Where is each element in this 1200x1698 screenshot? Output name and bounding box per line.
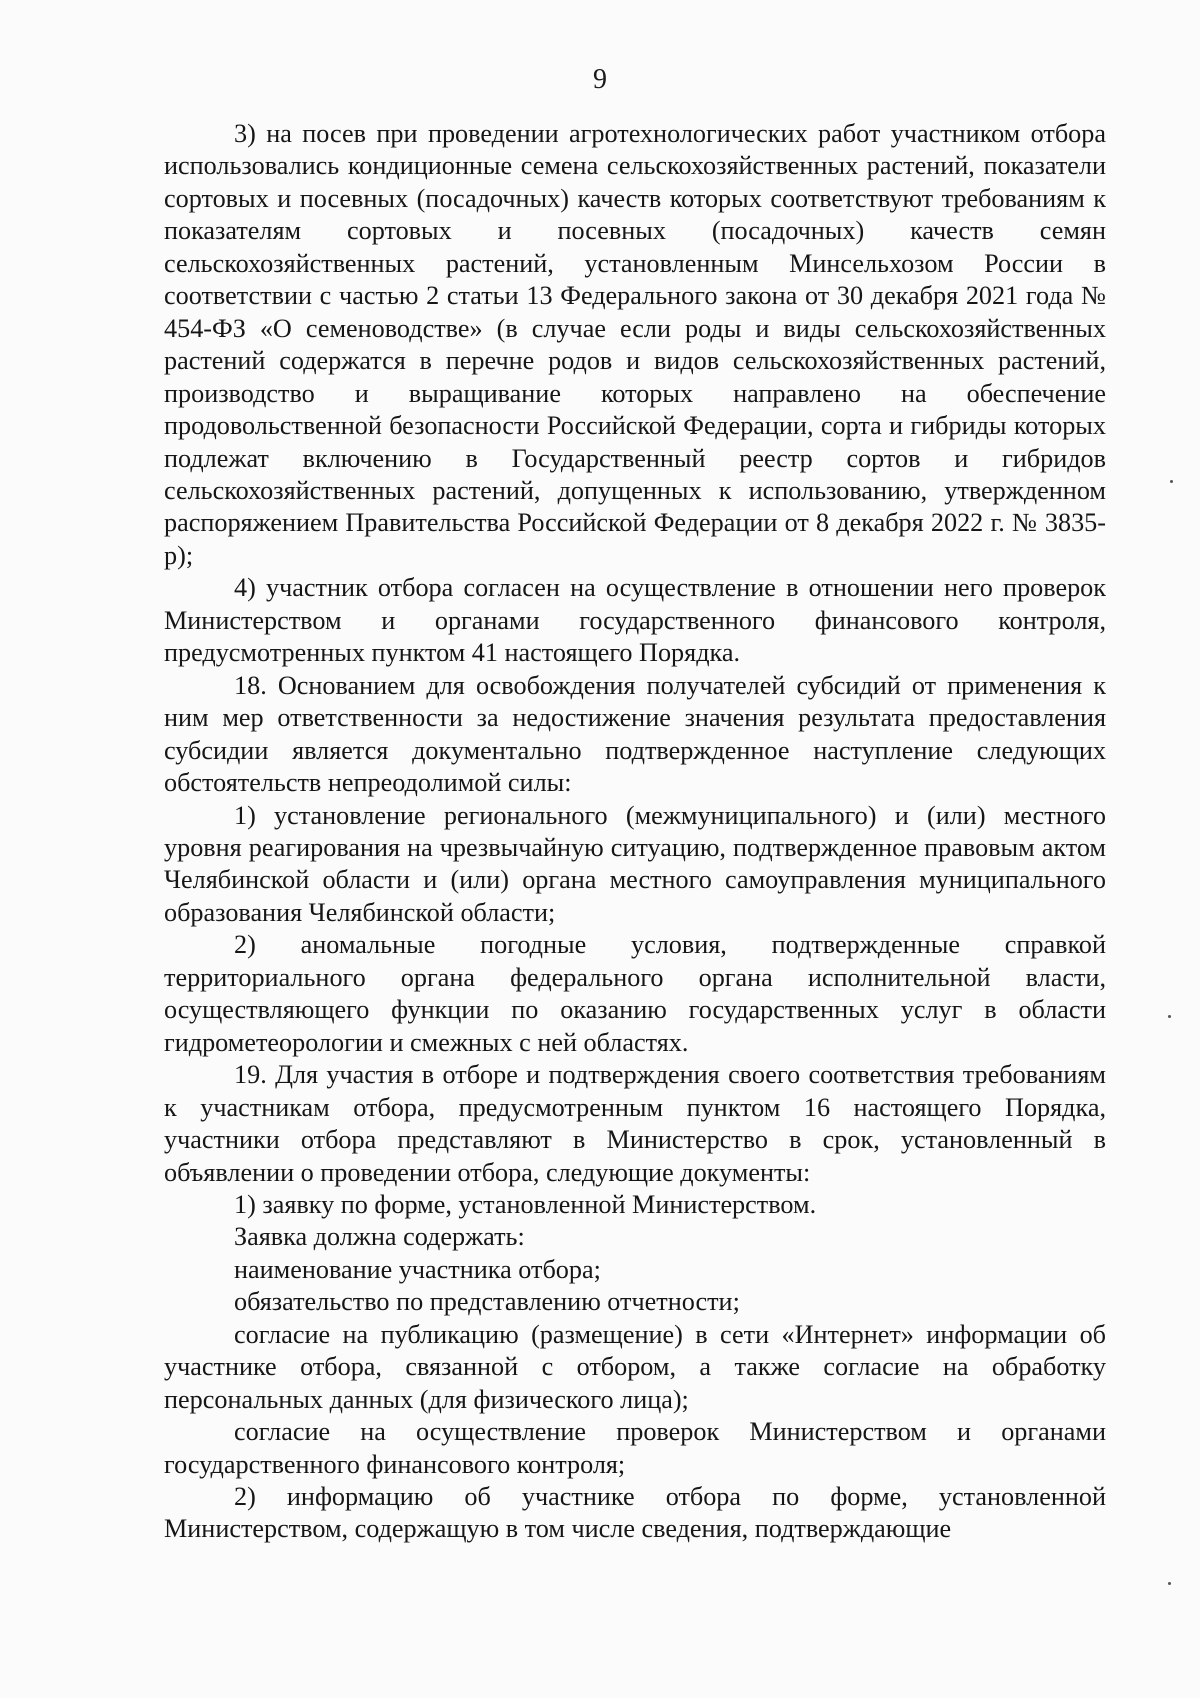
paragraph-18-item-2: 2) аномальные погодные условия, подтвержденные справкой территориального органа федерального органа исполнительной власти, осуществляющего функции по оказанию государственных услуг в области гидрометеорологии и смежных с ней областях.	[164, 930, 1106, 1057]
paragraph-clause-4: 4) участник отбора согласен на осуществление в отношении него проверок Министерством и органами государственного финансового контроля, предусмотренных пунктом 41 настоящего Порядка.	[164, 573, 1106, 668]
paragraph-19-item-1: 1) заявку по форме, установленной Министерством.	[234, 1189, 817, 1219]
paragraph-section-18: 18. Основанием для освобождения получателей субсидий от применения к ним мер ответственности за недостижение значения результата предоставления субсидии является документально подтвержденное наступление следующих обстоятельств непреодолимой силы:	[164, 670, 1106, 798]
paragraph-application-contents: Заявка должна содержать:	[234, 1222, 525, 1252]
scan-artifact-dot	[1170, 480, 1173, 483]
paragraph-clause-3: 3) на посев при проведении агротехнологических работ участником отбора использовались кондиционные семена сельскохозяйственных растений, показатели сортовых и посевных (посадочных) качеств которых соответствуют требованиям к показателям сортовых и посевных (посадочных) качеств семян сельскохозяйственных растений, установленным Минсельхозом России в соответствии с частью 2 статьи 13 Федерального закона от 30 декабря 2021 года № 454-ФЗ «О семеноводстве» (в случае если роды и виды сельскохозяйственных растений содержатся в перечне родов и видов сельскохозяйственных растений, производство и выращивание которых направлено на обеспечение продовольственной безопасности Российской Федерации, сорта и гибриды которых подлежат включению в Государственный реестр сортов и гибридов сельскохозяйственных растений, допущенных к использованию, утвержденном распоряжением Правительства Российской Федерации от 8 декабря 2022 г. № 3835-р);	[164, 119, 1106, 570]
paragraph-section-19: 19. Для участия в отборе и подтверждения своего соответствия требованиям к участникам отбора, предусмотренным пунктом 16 настоящего Порядка, участники отбора представляют в Министерство в срок, установленный в объявлении о проведении отбора, следующие документы:	[164, 1060, 1106, 1187]
paragraph-reporting-obligation: обязательство по представлению отчетности;	[234, 1287, 740, 1317]
document-body	[164, 118, 1106, 1546]
paragraph-18-item-1: 1) установление регионального (межмуниципального) и (или) местного уровня реагирования на чрезвычайную ситуацию, подтвержденное правовым актом Челябинской области и (или) органа местного самоуправления муниципального образования Челябинской области;	[164, 800, 1106, 927]
paragraph-publication-consent: согласие на публикацию (размещение) в сети «Интернет» информации об участнике отбора, связанной с отбором, а также согласие на обработку персональных данных (для физического лица);	[164, 1319, 1106, 1414]
paragraph-inspection-consent: согласие на осуществление проверок Министерством и органами государственного финансового контроля;	[164, 1417, 1106, 1479]
paragraph-participant-name: наименование участника отбора;	[234, 1254, 601, 1284]
scan-artifact-dot	[1168, 1582, 1171, 1585]
scan-artifact-dot	[1168, 1015, 1171, 1018]
paragraph-19-item-2: 2) информацию об участнике отбора по форме, установленной Министерством, содержащую в том числе сведения, подтверждающие	[164, 1482, 1106, 1544]
page-number: 9	[593, 64, 607, 95]
